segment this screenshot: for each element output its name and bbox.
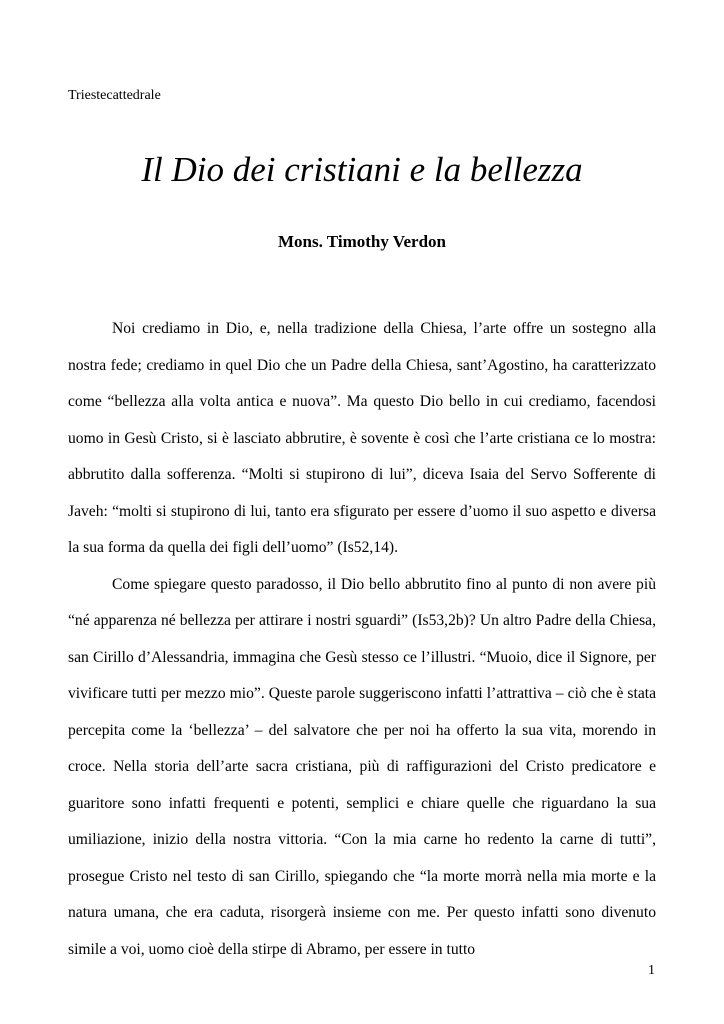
document-header-label: Triestecattedrale bbox=[68, 88, 161, 103]
document-title: Il Dio dei cristiani e la bellezza bbox=[141, 150, 583, 189]
body-paragraph: Come spiegare questo paradosso, il Dio bello abbrutito fino al punto di non avere più “né apparenza né bellezza per attirare i nostri sguardi” (Is53,2b)? Un altro Padre della Chiesa, san Cirillo d’Alessandria, immagina che Gesù stesso ce l’illustri. “Muoio, dice il Signore, per vivificare tutti per mezzo mio”. Queste parole suggeriscono infatti l’attrattiva – ciò che è stata percepita come la ‘bellezza’ – del salvatore che per noi ha offerto la sua vita, morendo in croce. Nella storia dell’arte sacra cristiana, più di raffigurazioni del Cristo predicatore e guaritore sono infatti frequenti e potenti, semplici e chiare quelle che riguardano la sua umiliazione, inizio della nostra vittoria. “Con la mia carne ho redento la carne di tutti”, prosegue Cristo nel testo di san Cirillo, spiegando che “la morte morrà nella mia morte e la natura umana, che era caduta, risorgerà insieme con me. Per questo infatti sono divenuto simile a voi, uomo cioè della stirpe di Abramo, per essere in tutto bbox=[68, 575, 656, 958]
document-author: Mons. Timothy Verdon bbox=[278, 232, 446, 251]
document-body bbox=[68, 311, 656, 968]
body-paragraph: Noi crediamo in Dio, e, nella tradizione della Chiesa, l’arte offre un sostegno alla nostra fede; crediamo in quel Dio che un Padre della Chiesa, sant’Agostino, ha caratterizzato come “bellezza alla volta antica e nuova”. Ma questo Dio bello in cui crediamo, facendosi uomo in Gesù Cristo, si è lasciato abbrutire, è sovente è così che l’arte cristiana ce lo mostra: abbrutito dalla sofferenza. “Molti si stupirono di lui”, diceva Isaia del Servo Sofferente di Javeh: “molti si stupirono di lui, tanto era sfigurato per essere d’uomo il suo aspetto e diversa la sua forma da quella dei figli dell’uomo” (Is52,14). bbox=[68, 320, 656, 556]
page-number: 1 bbox=[648, 963, 655, 978]
